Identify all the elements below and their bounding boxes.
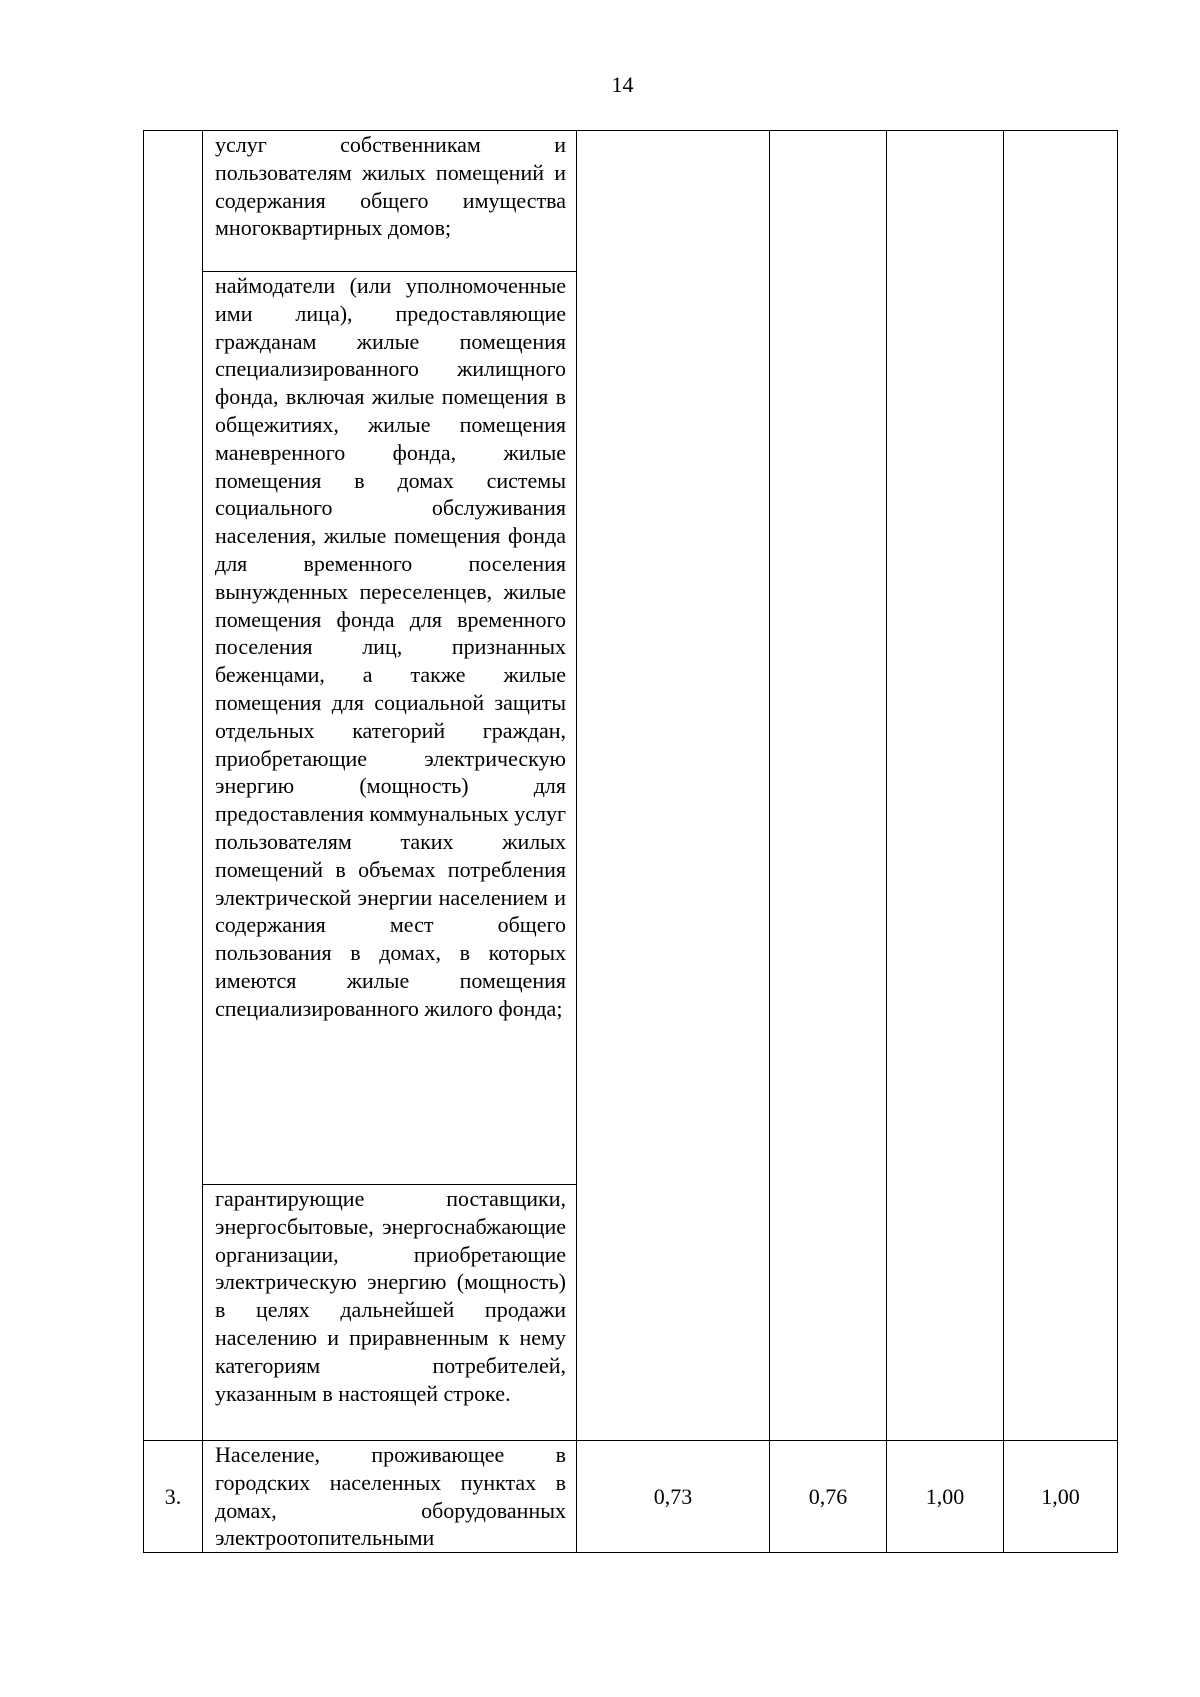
category-cell: [203, 131, 577, 272]
table-row: [144, 131, 1118, 272]
value-cell-3: [887, 131, 1004, 1441]
value-cell-4: 1,00: [1004, 1441, 1118, 1553]
table-row: [144, 1441, 1118, 1553]
value-cell-3: 1,00: [887, 1441, 1004, 1553]
row-number-cell: 3.: [144, 1441, 203, 1553]
tariff-table: [143, 130, 1118, 1553]
value-cell-2: [770, 131, 887, 1441]
value-cell-2: 0,76: [770, 1441, 887, 1553]
category-text: услуг собственникам и пользователям жилых помещений и содержания общего имущества многоквартирных домов;: [215, 132, 566, 241]
category-text: Население, проживающее в городских населенных пунктах в домах, оборудованных электроотопительными: [215, 1442, 566, 1551]
row-number-cell: [144, 131, 203, 1441]
category-cell: [203, 272, 577, 1185]
category-text: гарантирующие поставщики, энергосбытовые, энергоснабжающие организации, приобретающие электрическую энергию (мощность) в целях дальнейшей продажи населению и приравненным к нему категориям потребителей, указанным в настоящей строке.: [215, 1186, 566, 1406]
category-cell: [203, 1441, 577, 1553]
page-number: 14: [611, 72, 634, 97]
value-cell-1: [577, 131, 770, 1441]
value-cell-4: [1004, 131, 1118, 1441]
category-cell: [203, 1185, 577, 1441]
category-text: наймодатели (или уполномоченные ими лица), предоставляющие гражданам жилые помещения специализированного жилищного фонда, включая жилые помещения в общежитиях, жилые помещения маневренного фонда, жилые помещения в домах системы социального обслуживания населения, жилые помещения фонда для временного поселения вынужденных переселенцев, жилые помещения фонда для временного поселения лиц, признанных беженцами, а также жилые помещения для социальной защиты отдельных категорий граждан, приобретающие электрическую энергию (мощность) для предоставления коммунальных услуг пользователям таких жилых помещений в объемах потребления электрической энергии населением и содержания мест общего пользования в домах, в которых имеются жилые помещения специализированного жилого фонда;: [215, 273, 566, 1021]
value-cell-1: 0,73: [577, 1441, 770, 1553]
